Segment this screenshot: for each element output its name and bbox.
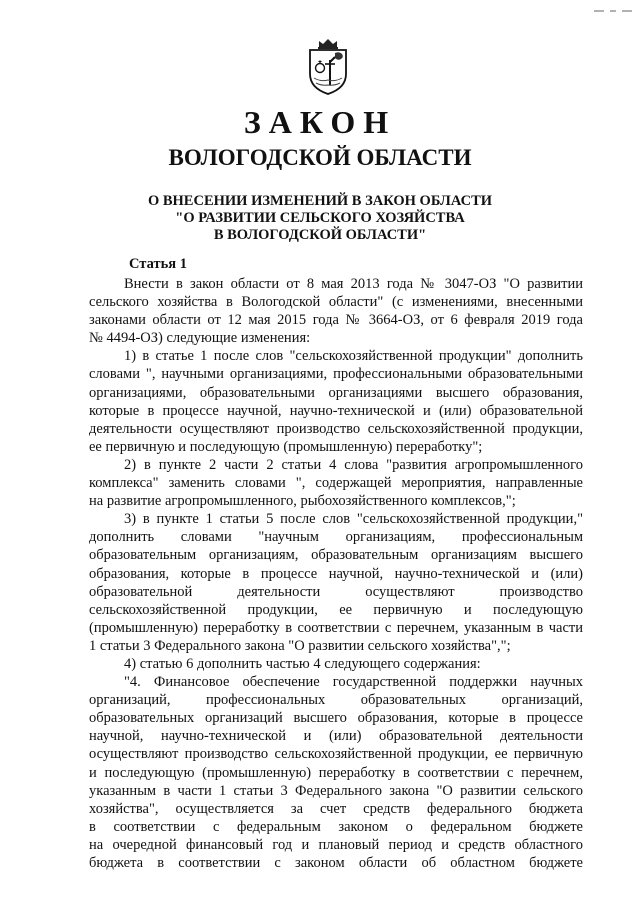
article-body [89,275,583,872]
text-line: 3) в пункте 1 статьи 5 после слов "сельскохозяйственной продукции," [124,511,583,528]
text-line: бюджета в соответствии с законом области об областном бюджете [89,855,583,871]
text-line: организаций, профессиональных образовательных организаций, [89,692,583,709]
document-title: ЗАКОН [243,104,397,140]
article-title: Статья 1 [129,256,187,272]
text-line: 2) в пункте 2 части 2 статьи 4 слова "развития агропромышленного [124,456,583,473]
text-line: законами области от 12 мая 2015 года № 3664-ОЗ, от 6 февраля 2019 года [89,312,583,329]
text-line: образования, которые в процессе научной, научно-технической и (или) [89,565,583,582]
text-line: ее первичную и последующую (промышленную) переработку"; [89,438,483,455]
text-line: образовательной деятельности осуществляют производство [89,583,583,600]
text-line: 1) в статье 1 после слов "сельскохозяйственной продукции" дополнить [124,348,583,365]
text-line: на очередной финансовый год и плановый период и средств областного [89,836,583,853]
law-heading-line: О ВНЕСЕНИИ ИЗМЕНЕНИЙ В ЗАКОН ОБЛАСТИ [147,193,493,209]
document-subtitle: ВОЛОГОДСКОЙ ОБЛАСТИ [168,145,472,170]
text-line: деятельности осуществляют производство сельскохозяйственной продукции, [89,420,583,437]
text-line: № 4494-ОЗ) следующие изменения: [89,330,311,347]
text-line: на развитие агропромышленного, рыбохозяйственного комплексов,"; [89,493,516,510]
text-line: в соответствии с федеральным законом о федеральном бюджете [89,818,583,835]
text-line: дополнить словами "научным организациям, профессиональным [89,529,583,546]
scan-mark [594,0,632,4]
text-line: научной, научно-технической и (или) образовательной деятельности [89,728,583,745]
vologda-coat-of-arms-icon [305,38,351,96]
text-line: 1 статьи 3 Федерального закона "О развитии сельского хозяйства","; [89,637,511,654]
text-line: комплекса" заменить словами ", содержащей мероприятия, направленные [89,475,583,492]
text-line: и последующую (промышленную) переработку в соответствии с перечнем, [89,764,583,781]
text-line: которые в процессе научной, научно-технической и (или) образовательной [89,402,583,419]
text-line: "4. Финансовое обеспечение государственной поддержки научных [124,674,583,691]
text-line: хозяйства", осуществляется за счет средств федерального бюджета [89,800,583,817]
text-line: Внести в закон области от 8 мая 2013 года № 3047-ОЗ "О развитии [124,276,583,292]
law-heading-line: В ВОЛОГОДСКОЙ ОБЛАСТИ" [213,227,427,243]
text-line: осуществляют производство сельскохозяйственной продукции, ее первичную [89,746,583,763]
text-line: сельскохозяйственной продукции, ее первичную и последующую [89,601,583,618]
text-line: сельского хозяйства в Вологодской области" (с изменениями, внесенными [89,294,583,311]
law-heading [0,193,640,244]
text-line: указанным в части 1 статьи 3 Федерального закона "О развитии сельского [89,782,583,799]
text-line: образовательных организаций высшего образования, которые в процессе [89,710,583,727]
text-line: (промышленную) переработку в соответствии с перечнем, указанным в части [89,619,583,636]
text-line: организациями, образовательными организациями высшего образования, [89,384,583,401]
law-heading-line: "О РАЗВИТИИ СЕЛЬСКОГО ХОЗЯЙСТВА [175,210,465,226]
text-line: 4) статью 6 дополнить частью 4 следующего содержания: [124,655,481,672]
text-line: словами ", научными организациями, профессиональными образовательными [89,366,583,383]
text-line: образовательным организациям, образовательным организациям высшего [89,547,583,564]
